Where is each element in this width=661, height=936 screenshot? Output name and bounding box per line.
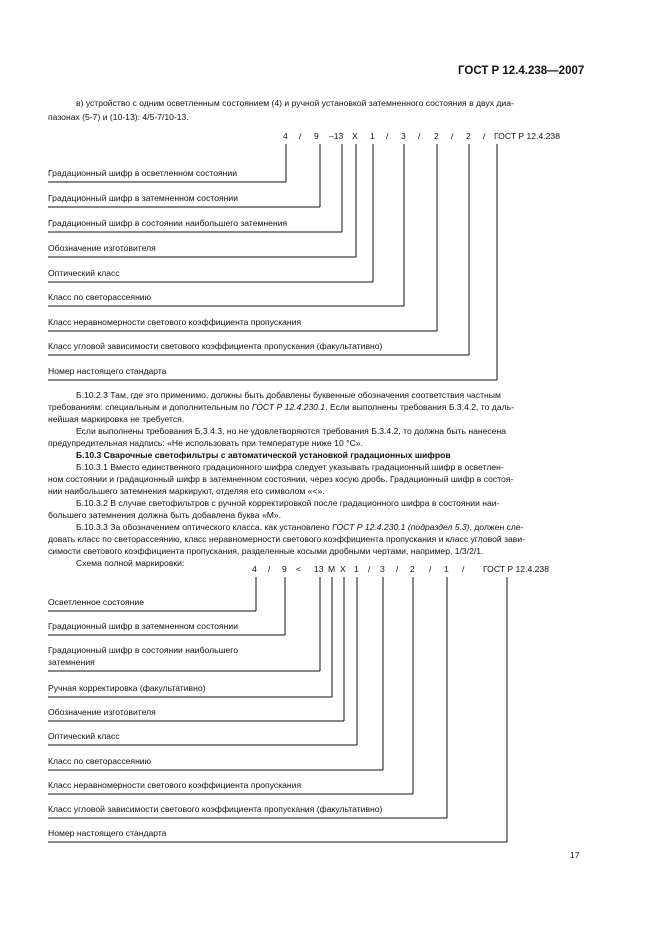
scheme-caption: Схема полной маркировки: [76,558,185,568]
diagram1-label: Класс неравномерности светового коэффициента пропускания [48,317,302,327]
diagram1-label: Градационный шифр в осветленном состоянии [48,168,238,178]
para-b343-line2: предупредительная надпись: «Не использовать при температуре ниже 10 °С». [48,438,363,448]
code-char: 3 [401,131,406,141]
code-char: 1 [354,564,359,574]
diagram2-label: Оптический класс [48,731,120,741]
diagram1-label: Класс по светорассеянию [48,292,152,302]
standard-reference: ГОСТ Р 12.4.230.1 (подраздел 5.3) [332,522,470,532]
diagram2-label: Ручная корректировка (факультативно) [48,683,206,693]
section-heading-b103: Б.10.3 Сварочные светофильтры с автоматической установкой градационных шифров [76,450,451,460]
code-char: / [418,131,421,141]
code-char: / [268,564,271,574]
para-b1031-line3: нии наибольшего затемнения маркируют, отделяя его символом «<». [48,486,325,496]
code-char: / [386,131,389,141]
code-char: 4 [283,131,288,141]
standard-reference: ГОСТ Р 12.4.230.1 [251,402,326,412]
code-char: 1 [444,564,449,574]
code-char: / [429,564,432,574]
para-b1032-line1: Б.10.3.2 В случае светофильтров с ручной корректировкой после градационного шифра в состоянии наи- [76,498,500,508]
para-v-line1: в) устройство с одним осветленным состоянием (4) и ручной установкой затемненного состояния в двух диа- [76,98,514,108]
diagram2-label: Класс угловой зависимости светового коэффициента пропускания (факультативно) [48,804,383,814]
diagram2-label: Осветленное состояние [48,597,144,607]
code-char: / [299,131,302,141]
diagram1-label: Номер настоящего стандарта [48,366,167,376]
diagram2-label: Класс неравномерности светового коэффициента пропускания [48,780,302,790]
para-v-line2: пазонах (5-7) и (10-13): 4/5-7/10-13. [48,112,189,122]
page-number: 17 [570,850,580,860]
para-b1033-line2: довать класс по светорассеянию, класс неравномерности светового коэффициента пропускания и класс угловой зави- [48,534,526,544]
code-char: 13 [314,564,324,574]
code-char: 2 [466,131,471,141]
diagram2-label: Номер настоящего стандарта [48,828,167,838]
code-standard: ГОСТ Р 12.4.238 [494,131,560,141]
diagram1-label: Градационный шифр в затемненном состоянии [48,193,239,203]
code-char: / [451,131,454,141]
document-header: ГОСТ Р 12.4.238—2007 [458,65,585,77]
diagram1-label: Градационный шифр в состоянии наибольшего затемнения [48,218,288,228]
code-char: M [328,564,336,574]
para-b1031-line2: ном состоянии и градационный шифр в затемненном состоянии, через косую дробь. Градационный шифр в состоя- [48,474,514,484]
para-b1033-line3: симости светового коэффициента пропускания, разделенные косыми дробными чертами, например, 1/3/2/1. [48,546,484,556]
diagram1-label: Оптический класс [48,268,120,278]
diagram2-label: Обозначение изготовителя [48,707,156,717]
code-char: / [396,564,399,574]
code-char: 9 [314,131,319,141]
code-char: 4 [252,564,257,574]
diagram2-label: затемнения [48,657,95,667]
diagram2-label: Градационный шифр в затемненном состоянии [48,621,239,631]
code-char: 9 [282,564,287,574]
diagram1-label: Обозначение изготовителя [48,243,156,253]
code-char: / [368,564,371,574]
code-char: –13 [329,131,344,141]
code-char: / [462,564,465,574]
para-b1031-line1: Б.10.3.1 Вместо единственного градационного шифра следует указывать градационный шифр в осветлен- [76,462,504,472]
para-b343-line1: Если выполнены требования Б.3.4.3, но не удовлетворяются требования Б.3.4.2, то должна быть нанесена [76,426,506,436]
diagram1-label: Класс угловой зависимости светового коэффициента пропускания (факультативно) [48,341,383,351]
code-char: / [483,131,486,141]
diagram2-label: Класс по светорассеянию [48,756,152,766]
diagram2-label: Градационный шифр в состоянии наибольшего [48,645,238,655]
para-b1032-line2: большего затемнения должна быть добавлена буква «М». [48,510,282,520]
code-char: 2 [434,131,439,141]
code-char: < [296,564,302,574]
para-b1033-line1: Б.10.3.3 За обозначением оптического класса, как установлено ГОСТ Р 12.4.230.1 (подраздел 5.3), должен сле- [76,522,524,532]
para-b1023-line2: требованиям: специальным и дополнительным по ГОСТ Р 12.4.230.1. Если выполнены требования Б.3.4.2, то даль- [48,402,514,412]
code-char: X [352,131,358,141]
code-char: 1 [370,131,375,141]
code-standard: ГОСТ Р 12.4.238 [483,564,549,574]
code-char: X [340,564,346,574]
code-char: 3 [380,564,385,574]
code-char: 2 [410,564,415,574]
para-b1023-line1: Б.10.2.3 Там, где это применимо, должны быть добавлены буквенные обозначения соответствия частным [76,390,501,400]
para-b1023-line3: нейшая маркировка не требуется. [48,414,185,424]
